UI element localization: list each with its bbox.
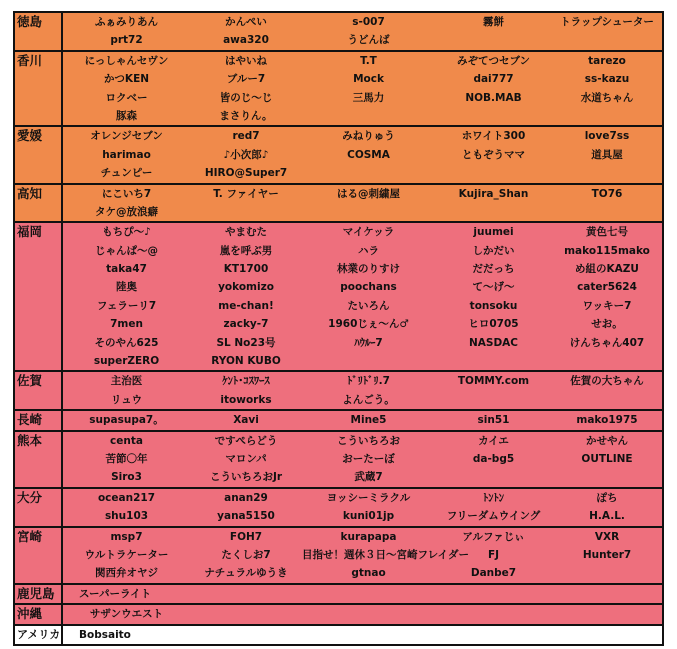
member-name: NASDAC [468,336,519,349]
member-name: Kujira_Shan [458,187,529,200]
member-name: KT1700 [223,263,269,276]
prefecture-label: 長崎 [15,411,63,429]
member-name: Mine5 [350,414,387,427]
member-name: poochans [340,281,397,294]
region-row [15,605,662,625]
member-name: msp7 [110,530,143,543]
member-name: dai777 [473,73,514,86]
prefecture-label: 佐賀 [15,372,63,409]
member-names [63,185,662,222]
member-name: こういちろおJr [209,471,283,484]
member-name: ですぺらどう [214,434,278,447]
region-row [15,52,662,128]
member-name: て〜げ〜 [472,281,515,294]
member-name: itoworks [220,393,272,406]
member-name: そのやん625 [94,336,159,349]
member-name: s-007 [352,16,385,28]
member-name: taka47 [106,263,147,276]
member-name: NOB.MAB [465,91,522,104]
member-name: 霧餅 [483,16,504,28]
member-name: サザンウエスト [89,608,164,621]
member-name: やまむた [225,226,267,239]
member-name: だだっち [472,263,515,276]
member-name: ふぁみりあん [95,16,158,28]
member-names [63,127,662,182]
member-name: じゃんぱ〜@ [95,244,158,257]
member-name: こういちろお [337,434,400,447]
prefecture-label: 大分 [15,489,63,526]
member-name: おーたーぼ [342,453,395,465]
region-row [15,223,662,372]
member-name: FOH7 [229,530,263,543]
member-name: みぞてつセブン [456,54,531,67]
member-name: T. ファイヤー [213,187,279,200]
member-name: リュウ [110,393,143,406]
member-name: centa [110,434,143,447]
member-name: よんごう。 [342,393,395,406]
member-name: 関西弁オヤジ [95,567,158,580]
region-row [15,411,662,431]
member-name: red7 [232,130,260,143]
prefecture-label: 福岡 [15,223,63,370]
member-name: アルファじぃ [462,530,525,543]
member-names [63,585,662,603]
member-name: VXR [594,530,620,543]
member-name: はる@刺繍屋 [337,187,400,200]
member-name: OUTLINE [581,453,633,465]
member-name: 黄色七号 [586,226,628,239]
member-name: TO76 [591,187,623,200]
member-name: T.T [360,54,377,67]
member-name: 林業のりすけ [337,263,400,276]
member-names [63,372,662,409]
member-name: FJ [487,548,500,561]
member-name: 道具屋 [591,148,623,161]
member-names [63,605,662,623]
member-name: sin51 [477,414,510,427]
member-name: カイエ [478,434,509,447]
member-names [63,528,662,583]
member-name: オレンジセブン [90,130,163,143]
member-name: RYON KUBO [211,355,281,368]
member-name: ocean217 [97,491,156,504]
member-name: shu103 [104,510,149,523]
member-name: 水道ちゃん [580,91,634,104]
member-name: マロンパ [225,453,267,465]
prefecture-label: 沖縄 [15,605,63,623]
member-name: まさりん。 [219,109,273,122]
member-name: め組のKAZU [575,263,639,276]
member-name: ホワイト300 [461,130,526,143]
member-name: 苦節〇年 [105,453,148,465]
member-names [63,489,662,526]
member-name: かつKEN [103,73,150,86]
prefecture-label: 香川 [15,52,63,126]
member-name: 嵐を呼ぶ男 [219,244,273,257]
member-name: ヨッシーミラクル [326,491,411,504]
member-name: ハラ [358,244,379,257]
member-name: もちぴ〜♪ [102,226,151,239]
member-name: 皆のじ〜じ [219,91,273,104]
member-name: 佐賀の大ちゃん [570,375,644,388]
member-name: H.A.L. [589,510,625,523]
member-name: HIRO@Super7 [204,167,288,180]
member-name: にっしゃんセヴン [84,54,169,67]
member-name: COSMA [347,148,390,161]
member-name: みねりゅう [342,130,395,143]
member-name: 豚森 [116,109,137,122]
member-name: gtnao [351,567,386,580]
region-row [15,528,662,585]
member-name: たくしお7 [221,548,271,561]
member-names [63,13,662,50]
member-name: 三馬力 [352,91,385,104]
region-row [15,585,662,605]
member-name: da-bg5 [472,453,515,465]
prefecture-label: 熊本 [15,432,63,487]
member-name: ヒロ0705 [468,318,519,331]
prefecture-label: 高知 [15,185,63,222]
member-name: cater5624 [577,281,637,294]
member-name: タケ@放浪癖 [95,205,158,218]
member-name: ﾄﾝﾄﾝ [483,491,504,504]
prefecture-label: 鹿児島 [15,585,63,603]
prefecture-label: 徳島 [15,13,63,50]
member-name: 7men [110,318,143,331]
member-name: juumei [473,226,514,239]
member-name: Danbe7 [470,567,517,580]
member-name: love7ss [584,130,630,143]
member-name: ﾊｳﾙｰ7 [354,336,383,349]
member-name: スーパーライト [79,587,152,600]
member-name: かんぺい [225,16,267,28]
member-name: ♪小次郎♪ [223,148,269,161]
member-name: チュンピー [100,167,153,180]
member-name: Bobsaito [79,628,131,641]
member-name: ss-kazu [584,73,630,86]
member-name: ｹﾝﾄ･ｺｽﾜｰｽ [222,375,270,388]
member-name: ﾄﾞﾘﾄﾞﾘ.7 [347,375,390,388]
member-name: tarezo [588,54,626,67]
member-name: me-chan! [218,299,274,312]
member-name: たいろん [347,299,390,312]
region-row [15,185,662,224]
member-name: 1960じぇ〜ん♂ [328,318,409,331]
member-name: トラップシューター [560,16,654,28]
prefecture-label: アメリカ [15,626,63,644]
member-name: フリーダムウイング [446,510,541,523]
member-name: 武蔵7 [354,471,383,484]
member-name: ウルトラケーター [84,548,169,561]
member-name: ワッキー7 [582,299,632,312]
region-row [15,432,662,489]
member-name: kurapapa [340,530,397,543]
member-name: ぽち [596,491,618,504]
member-name: awa320 [223,34,269,47]
member-names [63,411,662,429]
region-row [15,127,662,184]
member-name: superZERO [93,355,160,368]
member-name: SL No23号 [216,336,276,349]
member-name: ナチュラルゆうき [204,567,288,580]
region-row [15,489,662,528]
member-name: mako115mako [564,244,650,257]
member-name: 目指せ！週休３日〜宮崎フレイダー [302,548,470,561]
member-name: しかだい [472,244,515,257]
member-name: うどんば [347,34,390,47]
member-name: せお。 [591,318,623,331]
member-name: yokomizo [218,281,274,294]
region-row [15,13,662,52]
member-table [13,11,664,646]
member-name: はやいね [225,54,267,67]
prefecture-label: 愛媛 [15,127,63,182]
member-names [63,223,662,370]
member-name: にこいち7 [101,187,152,200]
member-name: Xavi [233,414,259,427]
member-name: マイケッラ [342,226,395,239]
member-name: tonsoku [469,299,518,312]
member-name: フェラーリ7 [96,299,157,312]
member-name: supasupa7。 [89,414,164,427]
member-name: ともぞうママ [462,148,525,161]
member-name: かせやん [586,434,628,447]
member-name: anan29 [224,491,268,504]
member-name: 主治医 [110,375,143,388]
member-name: harimao [102,148,151,161]
member-names [63,626,662,644]
member-names [63,52,662,126]
member-names [63,432,662,487]
member-name: Hunter7 [582,548,632,561]
member-name: ブルー7 [226,73,266,86]
region-row [15,372,662,411]
member-name: yana5150 [217,510,275,523]
member-name: mako1975 [576,414,638,427]
member-name: zacky-7 [223,318,269,331]
member-name: ロクベー [105,91,148,104]
prefecture-label: 宮崎 [15,528,63,583]
member-name: Siro3 [111,471,142,484]
member-name: TOMMY.com [457,375,530,388]
member-name: 陸奥 [116,281,137,294]
region-row [15,626,662,644]
member-name: Mock [353,73,384,86]
member-name: けんちゃん407 [569,336,645,349]
member-name: kuni01jp [342,510,395,523]
member-name: prt72 [110,34,143,47]
